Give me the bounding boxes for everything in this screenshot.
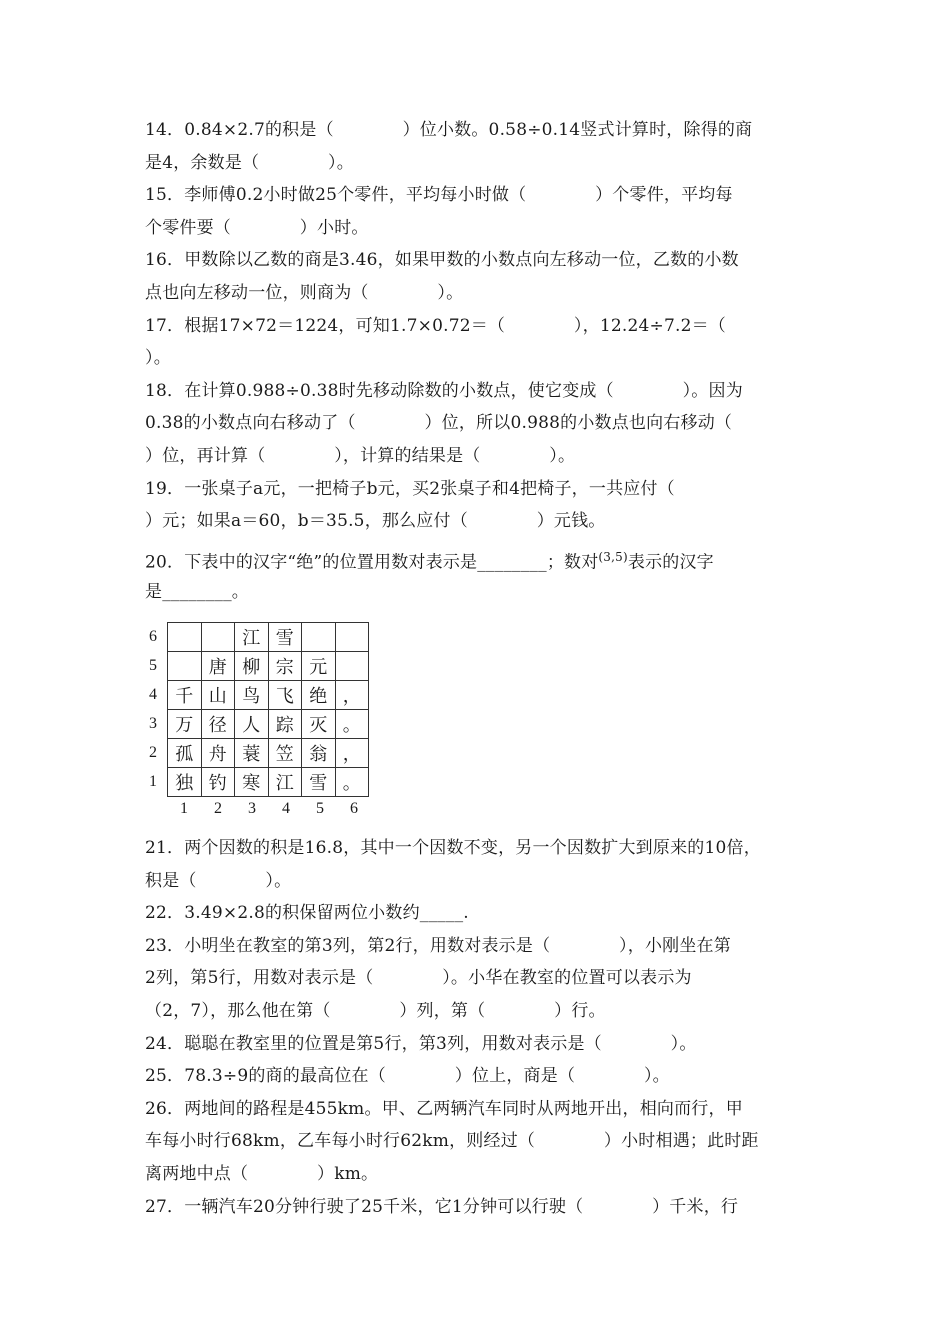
text-line: 16．甲数除以乙数的商是3.46，如果甲数的小数点向左移动一位，乙数的小数	[145, 250, 739, 271]
text-line: 15．李师傅0.2小时做25个零件，平均每小时做（ ）个零件，平均每	[145, 185, 733, 206]
grid-cell: 独	[168, 768, 202, 797]
hanzi-grid	[145, 620, 385, 825]
grid-cell: 千	[168, 681, 202, 710]
text-line: 21．两个因数的积是16.8，其中一个因数不变，另一个因数扩大到原来的10倍，	[145, 838, 761, 858]
grid-cell: 绝	[302, 681, 336, 710]
grid-cell: 柳	[235, 652, 269, 681]
col-label: 6	[350, 800, 358, 817]
text-line: 24．聪聪在教室里的位置是第5行，第3列，用数对表示是（ ）。	[145, 1033, 697, 1054]
q20-text-before: 20．下表中的汉字“绝”的位置用数对表示是________；数对	[145, 552, 599, 573]
grid-cell	[201, 623, 235, 652]
text-line: 积是（ ）。	[145, 870, 292, 891]
row-label: 3	[149, 715, 157, 732]
grid-cell: 孤	[168, 739, 202, 768]
question-20-line-2: 是________。	[145, 581, 249, 602]
grid-cell: 飞	[268, 681, 302, 710]
grid-cell: 唐	[201, 652, 235, 681]
grid-cell: 舟	[201, 739, 235, 768]
grid-cell: 笠	[268, 739, 302, 768]
table-row	[168, 681, 369, 710]
table-row	[168, 739, 369, 768]
text-line: ）。	[145, 348, 171, 369]
col-label: 4	[282, 800, 290, 817]
grid-cell: 山	[201, 681, 235, 710]
text-line: （2，7），那么他在第（ ）列，第（ ）行。	[145, 1000, 606, 1021]
row-label: 5	[149, 657, 157, 674]
question-20-line-1	[145, 538, 845, 576]
text-line: 点也向左移动一位，则商为（ ）。	[145, 282, 464, 303]
grid-cell: 江	[268, 768, 302, 797]
questions-21-to-27	[145, 832, 845, 1223]
grid-cell: 鸟	[235, 681, 269, 710]
grid-cell	[168, 652, 202, 681]
grid-cell: 雪	[302, 768, 336, 797]
text-line: ）元；如果a＝60，b＝35.5，那么应付（ ）元钱。	[145, 511, 606, 532]
table-row	[168, 623, 369, 652]
grid-cell: ，	[335, 681, 369, 710]
grid-cell: 钓	[201, 768, 235, 797]
grid-cell: 翁	[302, 739, 336, 768]
grid-cell: 。	[335, 710, 369, 739]
q20-text-after: 表示的汉字	[627, 552, 714, 573]
grid-cell	[168, 623, 202, 652]
text-line: 2列，第5行，用数对表示是（ ）。小华在教室的位置可以表示为	[145, 968, 692, 989]
col-label: 2	[214, 800, 222, 817]
grid-cell: 踪	[268, 710, 302, 739]
grid-cell	[302, 623, 336, 652]
q20-number-pair: (3,5)	[598, 549, 628, 564]
table-row	[168, 768, 369, 797]
grid-cell: 。	[335, 768, 369, 797]
col-label: 3	[248, 800, 256, 817]
grid-cell: 雪	[268, 623, 302, 652]
text-line: 0.38的小数点向右移动了（ ）位，所以0.988的小数点也向右移动（	[145, 413, 733, 434]
row-label: 1	[149, 773, 157, 790]
row-label: 6	[149, 628, 157, 645]
col-label: 1	[180, 800, 188, 817]
col-label: 5	[316, 800, 324, 817]
grid-cell: 灭	[302, 710, 336, 739]
grid-cell: 万	[168, 710, 202, 739]
grid-cell: 元	[302, 652, 336, 681]
table-row	[168, 710, 369, 739]
text-line: 25．78.3÷9的商的最高位在（ ）位上，商是（ ）。	[145, 1066, 670, 1087]
grid-cell: 蓑	[235, 739, 269, 768]
grid-cell: 人	[235, 710, 269, 739]
text-line: ）位，再计算（ ），计算的结果是（ ）。	[145, 445, 576, 466]
text-line: 23．小明坐在教室的第3列，第2行，用数对表示是（ ），小刚坐在第	[145, 935, 731, 956]
grid-cell: 宗	[268, 652, 302, 681]
text-line: 17．根据17×72＝1224，可知1.7×0.72＝（ ），12.24÷7.2＝（	[145, 315, 726, 336]
questions-14-to-20	[145, 114, 845, 608]
text-line: 18．在计算0.988÷0.38时先移动除数的小数点，使它变成（ ）。因为	[145, 380, 743, 401]
hanzi-table	[167, 622, 369, 797]
text-line: 26．两地间的路程是455km。甲、乙两辆汽车同时从两地开出，相向而行，甲	[145, 1098, 743, 1119]
text-line: 14．0.84×2.7的积是（ ）位小数。0.58÷0.14竖式计算时，除得的商	[145, 120, 753, 140]
grid-cell: 径	[201, 710, 235, 739]
text-line: 19．一张桌子a元，一把椅子b元，买2张桌子和4把椅子，一共应付（	[145, 478, 675, 499]
grid-cell: 江	[235, 623, 269, 652]
row-label: 2	[149, 744, 157, 761]
row-label: 4	[149, 686, 157, 703]
text-line: 是4，余数是（ ）。	[145, 152, 354, 173]
table-row	[168, 652, 369, 681]
grid-cell: ，	[335, 739, 369, 768]
text-line: 22．3.49×2.8的积保留两位小数约_____.	[145, 903, 469, 924]
text-line: 个零件要（ ）小时。	[145, 217, 369, 238]
grid-cell: 寒	[235, 768, 269, 797]
text-line: 离两地中点（ ）km。	[145, 1163, 379, 1184]
text-line: 车每小时行68km，乙车每小时行62km，则经过（ ）小时相遇；此时距	[145, 1131, 759, 1152]
grid-cell	[335, 623, 369, 652]
text-line: 27．一辆汽车20分钟行驶了25千米，它1分钟可以行驶（ ）千米，行	[145, 1196, 739, 1217]
grid-cell	[335, 652, 369, 681]
